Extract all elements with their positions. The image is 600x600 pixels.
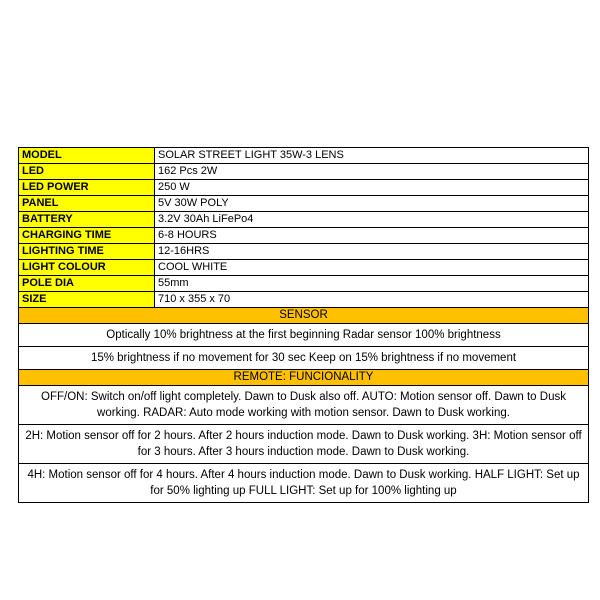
spec-row-battery: [19, 212, 589, 228]
spec-label: SIZE: [19, 292, 155, 308]
spec-sheet-table: [18, 147, 589, 503]
remote-text-row: [19, 425, 589, 464]
spec-label: POLE DIA: [19, 276, 155, 292]
spec-value: SOLAR STREET LIGHT 35W-3 LENS: [155, 148, 589, 164]
spec-row-led: [19, 164, 589, 180]
spec-label: LIGHTING TIME: [19, 244, 155, 260]
sensor-section-title: SENSOR: [19, 308, 589, 324]
spec-row-charging-time: [19, 228, 589, 244]
spec-row-lighting-time: [19, 244, 589, 260]
remote-description: OFF/ON: Switch on/off light completely. Dawn to Dusk also off. AUTO: Motion sensor off. Dawn to Dusk working. RADAR: Auto mode working with motion sensor. Dawn to Dusk working.: [19, 386, 589, 425]
spec-value: COOL WHITE: [155, 260, 589, 276]
spec-label: LED POWER: [19, 180, 155, 196]
spec-label: LED: [19, 164, 155, 180]
spec-row-light-colour: [19, 260, 589, 276]
spec-row-led-power: [19, 180, 589, 196]
sensor-text-row: [19, 347, 589, 370]
spec-row-model: [19, 148, 589, 164]
remote-description: 2H: Motion sensor off for 2 hours. After 2 hours induction mode. Dawn to Dusk working. 3H: Motion sensor off for 3 hours. After 3 hours induction mode. Dawn to Dusk working.: [19, 425, 589, 464]
sensor-description: 15% brightness if no movement for 30 sec Keep on 15% brightness if no movement: [19, 347, 589, 370]
sensor-header-row: [19, 308, 589, 324]
spec-value: 3.2V 30Ah LiFePo4: [155, 212, 589, 228]
remote-description: 4H: Motion sensor off for 4 hours. After 4 hours induction mode. Dawn to Dusk working. HALF LIGHT: Set up for 50% lighting up FULL LIGHT: Set up for 100% lighting up: [19, 464, 589, 503]
remote-section-title: REMOTE: FUNCIONALITY: [19, 370, 589, 386]
remote-text-row: [19, 464, 589, 503]
spec-value: 710 x 355 x 70: [155, 292, 589, 308]
spec-value: 5V 30W POLY: [155, 196, 589, 212]
spec-label: MODEL: [19, 148, 155, 164]
spec-value: 162 Pcs 2W: [155, 164, 589, 180]
spec-label: LIGHT COLOUR: [19, 260, 155, 276]
spec-value: 250 W: [155, 180, 589, 196]
sensor-text-row: [19, 324, 589, 347]
spec-label: BATTERY: [19, 212, 155, 228]
spec-row-size: [19, 292, 589, 308]
spec-row-pole-dia: [19, 276, 589, 292]
remote-text-row: [19, 386, 589, 425]
spec-label: PANEL: [19, 196, 155, 212]
spec-value: 55mm: [155, 276, 589, 292]
sensor-description: Optically 10% brightness at the first beginning Radar sensor 100% brightness: [19, 324, 589, 347]
spec-value: 6-8 HOURS: [155, 228, 589, 244]
spec-label: CHARGING TIME: [19, 228, 155, 244]
spec-value: 12-16HRS: [155, 244, 589, 260]
remote-header-row: [19, 370, 589, 386]
spec-row-panel: [19, 196, 589, 212]
